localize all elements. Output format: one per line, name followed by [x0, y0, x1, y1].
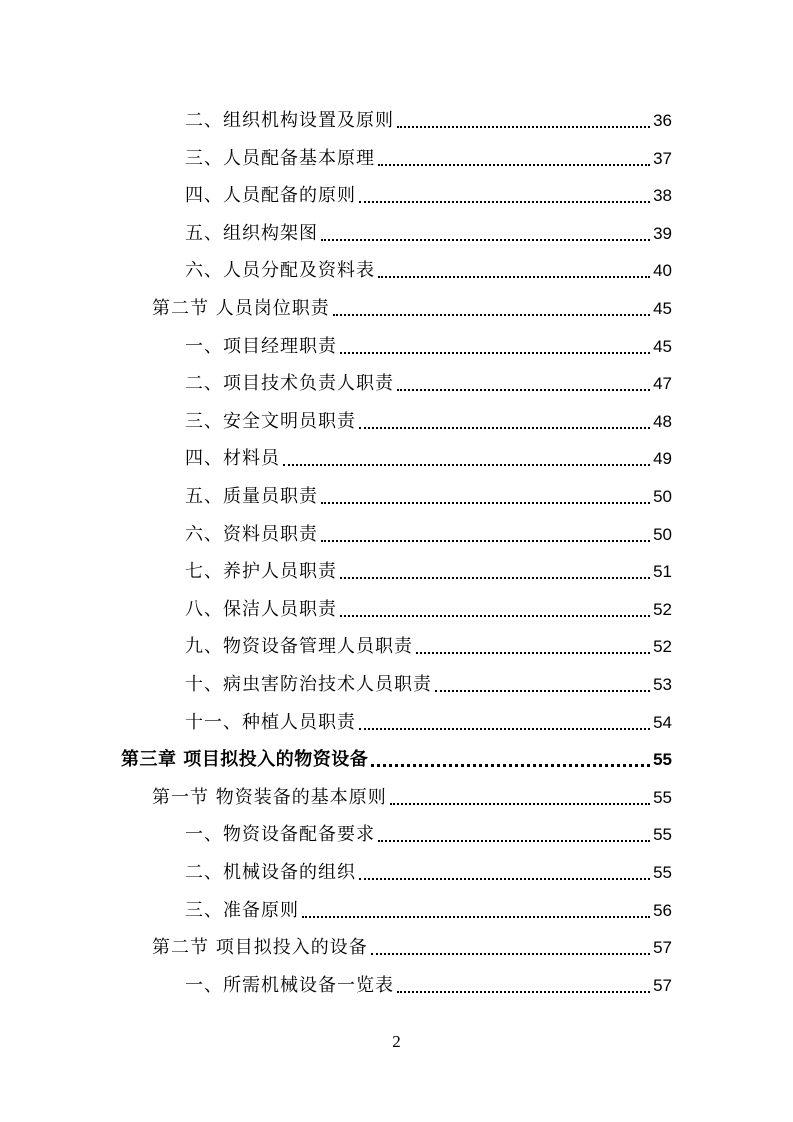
toc-entry-page: 55: [653, 787, 672, 807]
toc-dot-leader: [302, 915, 650, 918]
toc-entry[interactable]: [185, 552, 672, 584]
toc-entry-page: 57: [653, 938, 672, 958]
toc-dot-leader: [397, 990, 650, 993]
toc-dot-leader: [340, 576, 650, 579]
toc-entry-page: 49: [653, 449, 672, 469]
toc-entry[interactable]: [185, 515, 672, 547]
toc-dot-leader: [435, 689, 650, 692]
toc-dot-leader: [359, 426, 650, 429]
toc-dot-leader: [359, 877, 650, 880]
toc-dot-leader: [390, 802, 650, 805]
toc-entry[interactable]: [152, 928, 672, 960]
toc-entry-title: 第二节 人员岗位职责: [152, 298, 330, 319]
toc-entry-page: 45: [653, 336, 672, 356]
toc-entry-page: 55: [653, 863, 672, 882]
toc-dot-leader: [333, 313, 650, 316]
toc-dot-leader: [397, 125, 650, 128]
toc-dot-leader: [321, 539, 650, 542]
toc-dot-leader: [378, 275, 650, 278]
toc-dot-leader: [378, 163, 650, 166]
toc-entry-title: 一、项目经理职责: [185, 335, 337, 357]
toc-entry-title: 四、材料员: [185, 448, 280, 470]
toc-entry-page: 54: [653, 712, 672, 732]
toc-entry-title: 四、人员配备的原则: [185, 185, 356, 207]
toc-entry-page: 37: [653, 148, 672, 168]
toc-entry-title: 二、项目技术负责人职责: [185, 373, 394, 395]
toc-entry-page: 36: [653, 111, 672, 130]
toc-entry-page: 52: [653, 599, 672, 619]
toc-entry[interactable]: [185, 402, 672, 434]
toc-entry[interactable]: [185, 590, 672, 622]
toc-dot-leader: [416, 651, 650, 654]
toc-dot-leader: [378, 839, 650, 842]
toc-entry-title: 第一节 物资装备的基本原则: [152, 786, 387, 808]
toc-entry-title: 十一、种植人员职责: [185, 711, 356, 733]
toc-entry[interactable]: [185, 853, 672, 885]
toc-dot-leader: [371, 763, 650, 767]
toc-entry-page: 55: [653, 825, 672, 845]
toc-entry-title: 三、准备原则: [185, 899, 299, 921]
toc-entry[interactable]: [152, 778, 672, 810]
toc-entry-title: 三、人员配备基本原理: [185, 147, 375, 169]
toc-dot-leader: [321, 238, 650, 241]
toc-entry[interactable]: [185, 214, 672, 246]
toc-entry-title: 八、保洁人员职责: [185, 598, 337, 620]
toc-entry-title: 六、资料员职责: [185, 523, 318, 545]
toc-entry-page: 55: [653, 750, 672, 770]
toc-entry[interactable]: [185, 251, 672, 283]
toc-entry-title: 第二节 项目拟投入的设备: [152, 937, 368, 959]
toc-entry-title: 九、物资设备管理人员职责: [185, 636, 413, 658]
toc-entry-page: 52: [653, 637, 672, 657]
toc-entry-title: 一、所需机械设备一览表: [185, 974, 394, 996]
page-number: 2: [392, 1032, 401, 1051]
toc-entry-title: 一、物资设备配备要求: [185, 824, 375, 846]
toc-entry[interactable]: [121, 740, 672, 772]
toc-entry[interactable]: [185, 665, 672, 697]
toc-entry[interactable]: [185, 176, 672, 208]
toc-entry[interactable]: [185, 101, 672, 133]
toc-entry-page: 40: [653, 261, 672, 281]
toc-dot-leader: [340, 351, 650, 354]
toc-entry-page: 50: [653, 524, 672, 544]
toc-entry-title: 七、养护人员职责: [185, 561, 337, 583]
toc-entry-title: 二、组织机构设置及原则: [185, 110, 394, 131]
toc-entry-page: 53: [653, 675, 672, 694]
toc-entry-page: 51: [653, 562, 672, 582]
toc-entry-title: 五、组织构架图: [185, 222, 318, 244]
toc-entry-page: 39: [653, 223, 672, 243]
toc-entry[interactable]: [185, 477, 672, 509]
toc-entry-title: 二、机械设备的组织: [185, 862, 356, 883]
toc-dot-leader: [359, 200, 650, 203]
toc-dot-leader: [359, 727, 650, 730]
toc-entry[interactable]: [152, 289, 672, 321]
toc-entry-title: 十、病虫害防治技术人员职责: [185, 674, 432, 695]
toc-entry-title: 六、人员分配及资料表: [185, 260, 375, 282]
toc-dot-leader: [283, 463, 650, 466]
toc-entry[interactable]: [185, 364, 672, 396]
toc-entry-page: 50: [653, 487, 672, 506]
toc-entry-title: 五、质量员职责: [185, 486, 318, 507]
toc-entry-page: 48: [653, 411, 672, 431]
toc-entry[interactable]: [185, 439, 672, 471]
toc-entry-title: 三、安全文明员职责: [185, 410, 356, 432]
toc-dot-leader: [397, 388, 650, 391]
toc-entry-title: 第三章 项目拟投入的物资设备: [121, 749, 369, 771]
toc-entry[interactable]: [185, 815, 672, 847]
toc-entry-page: 38: [653, 186, 672, 206]
toc-dot-leader: [371, 952, 650, 955]
toc-entry[interactable]: [185, 627, 672, 659]
toc-entry-page: 56: [653, 900, 672, 920]
toc-entry[interactable]: [185, 327, 672, 359]
toc-entry[interactable]: [185, 139, 672, 171]
toc-entry[interactable]: [185, 966, 672, 998]
toc-entry[interactable]: [185, 891, 672, 923]
toc-dot-leader: [340, 614, 650, 617]
toc-entry-page: 47: [653, 374, 672, 394]
toc-entry[interactable]: [185, 703, 672, 735]
toc-entry-page: 57: [653, 975, 672, 995]
toc-dot-leader: [321, 501, 650, 504]
toc-entry-page: 45: [653, 299, 672, 318]
